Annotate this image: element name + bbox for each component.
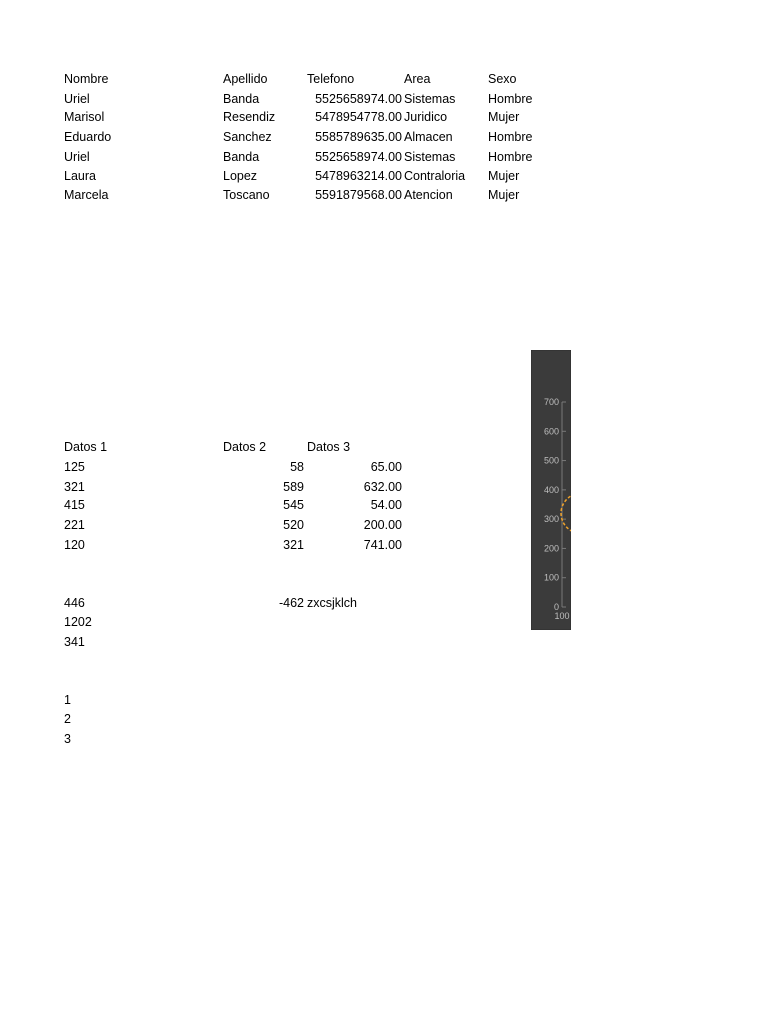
cell-area: Juridico <box>404 110 448 124</box>
list-item: 1 <box>64 693 71 707</box>
header-area: Area <box>404 72 431 86</box>
cell-area: Almacen <box>404 130 453 144</box>
chart-y-tick-label: 400 <box>543 484 559 495</box>
cell-apellido: Lopez <box>223 169 258 183</box>
cell-area: Sistemas <box>404 150 456 164</box>
cell-apellido: Toscano <box>223 188 270 202</box>
result-text: zxcsjklch <box>307 596 358 610</box>
cell-area: Sistemas <box>404 92 456 106</box>
chart-y-tick-label: 700 <box>543 397 559 407</box>
cell-datos-1: 415 <box>64 498 85 512</box>
cell-sexo: Mujer <box>488 110 520 124</box>
chart-y-tick-label: 300 <box>543 514 559 525</box>
cell-sexo: Hombre <box>488 150 533 164</box>
cell-area: Contraloria <box>404 169 466 183</box>
cell-datos-3: 54.00 <box>370 498 402 512</box>
chart-canvas <box>531 350 571 630</box>
list-item: 2 <box>64 712 71 726</box>
cell-datos-2: 321 <box>283 538 304 552</box>
cell-apellido: Resendiz <box>223 110 276 124</box>
cell-datos-2: 589 <box>283 480 304 494</box>
cell-datos-3: 741.00 <box>363 538 402 552</box>
cell-sexo: Hombre <box>488 130 533 144</box>
cell-datos-1: 221 <box>64 518 85 532</box>
cell-apellido: Sanchez <box>223 130 272 144</box>
cell-sexo: Mujer <box>488 188 520 202</box>
cell-telefono: 5525658974.00 <box>315 150 402 164</box>
cell-datos-3: 632.00 <box>363 480 402 494</box>
cell-nombre: Laura <box>64 169 96 183</box>
cell-nombre: Uriel <box>64 150 90 164</box>
cell-telefono: 5478963214.00 <box>315 169 402 183</box>
chart-y-tick-label: 600 <box>543 426 559 437</box>
header-datos-3: Datos 3 <box>307 440 351 454</box>
embedded-chart[interactable] <box>531 350 571 630</box>
cell-telefono: 5591879568.00 <box>315 188 402 202</box>
cell-datos-2: 545 <box>283 498 304 512</box>
result-sum-3: 341 <box>64 635 85 649</box>
cell-nombre: Uriel <box>64 92 90 106</box>
chart-y-tick-label: 500 <box>543 455 559 466</box>
cell-area: Atencion <box>404 188 453 202</box>
cell-datos-3: 200.00 <box>363 518 402 532</box>
cell-nombre: Marisol <box>64 110 105 124</box>
chart-x-tick-label: 100 <box>554 611 570 621</box>
result-sum-2: 1202 <box>64 615 92 629</box>
header-datos-1: Datos 1 <box>64 440 108 454</box>
cell-nombre: Eduardo <box>64 130 112 144</box>
chart-y-tick-label: 0 <box>553 602 559 612</box>
cell-telefono: 5478954778.00 <box>315 110 402 124</box>
result-diff: -462 <box>278 596 304 610</box>
cell-nombre: Marcela <box>64 188 109 202</box>
header-apellido: Apellido <box>223 72 268 86</box>
header-telefono: Telefono <box>307 72 355 86</box>
cell-datos-1: 125 <box>64 460 85 474</box>
cell-datos-3: 65.00 <box>370 460 402 474</box>
cell-apellido: Banda <box>223 150 260 164</box>
cell-telefono: 5525658974.00 <box>315 92 402 106</box>
cell-datos-2: 58 <box>290 460 304 474</box>
cell-sexo: Mujer <box>488 169 520 183</box>
result-sum-1: 446 <box>64 596 85 610</box>
cell-apellido: Banda <box>223 92 260 106</box>
cell-datos-1: 120 <box>64 538 85 552</box>
header-datos-2: Datos 2 <box>223 440 267 454</box>
cell-sexo: Hombre <box>488 92 533 106</box>
list-item: 3 <box>64 732 71 746</box>
cell-telefono: 5585789635.00 <box>315 130 402 144</box>
chart-y-tick-label: 200 <box>543 543 559 554</box>
header-nombre: Nombre <box>64 72 109 86</box>
cell-datos-2: 520 <box>283 518 304 532</box>
chart-y-tick-label: 100 <box>543 572 559 583</box>
cell-datos-1: 321 <box>64 480 85 494</box>
header-sexo: Sexo <box>488 72 517 86</box>
